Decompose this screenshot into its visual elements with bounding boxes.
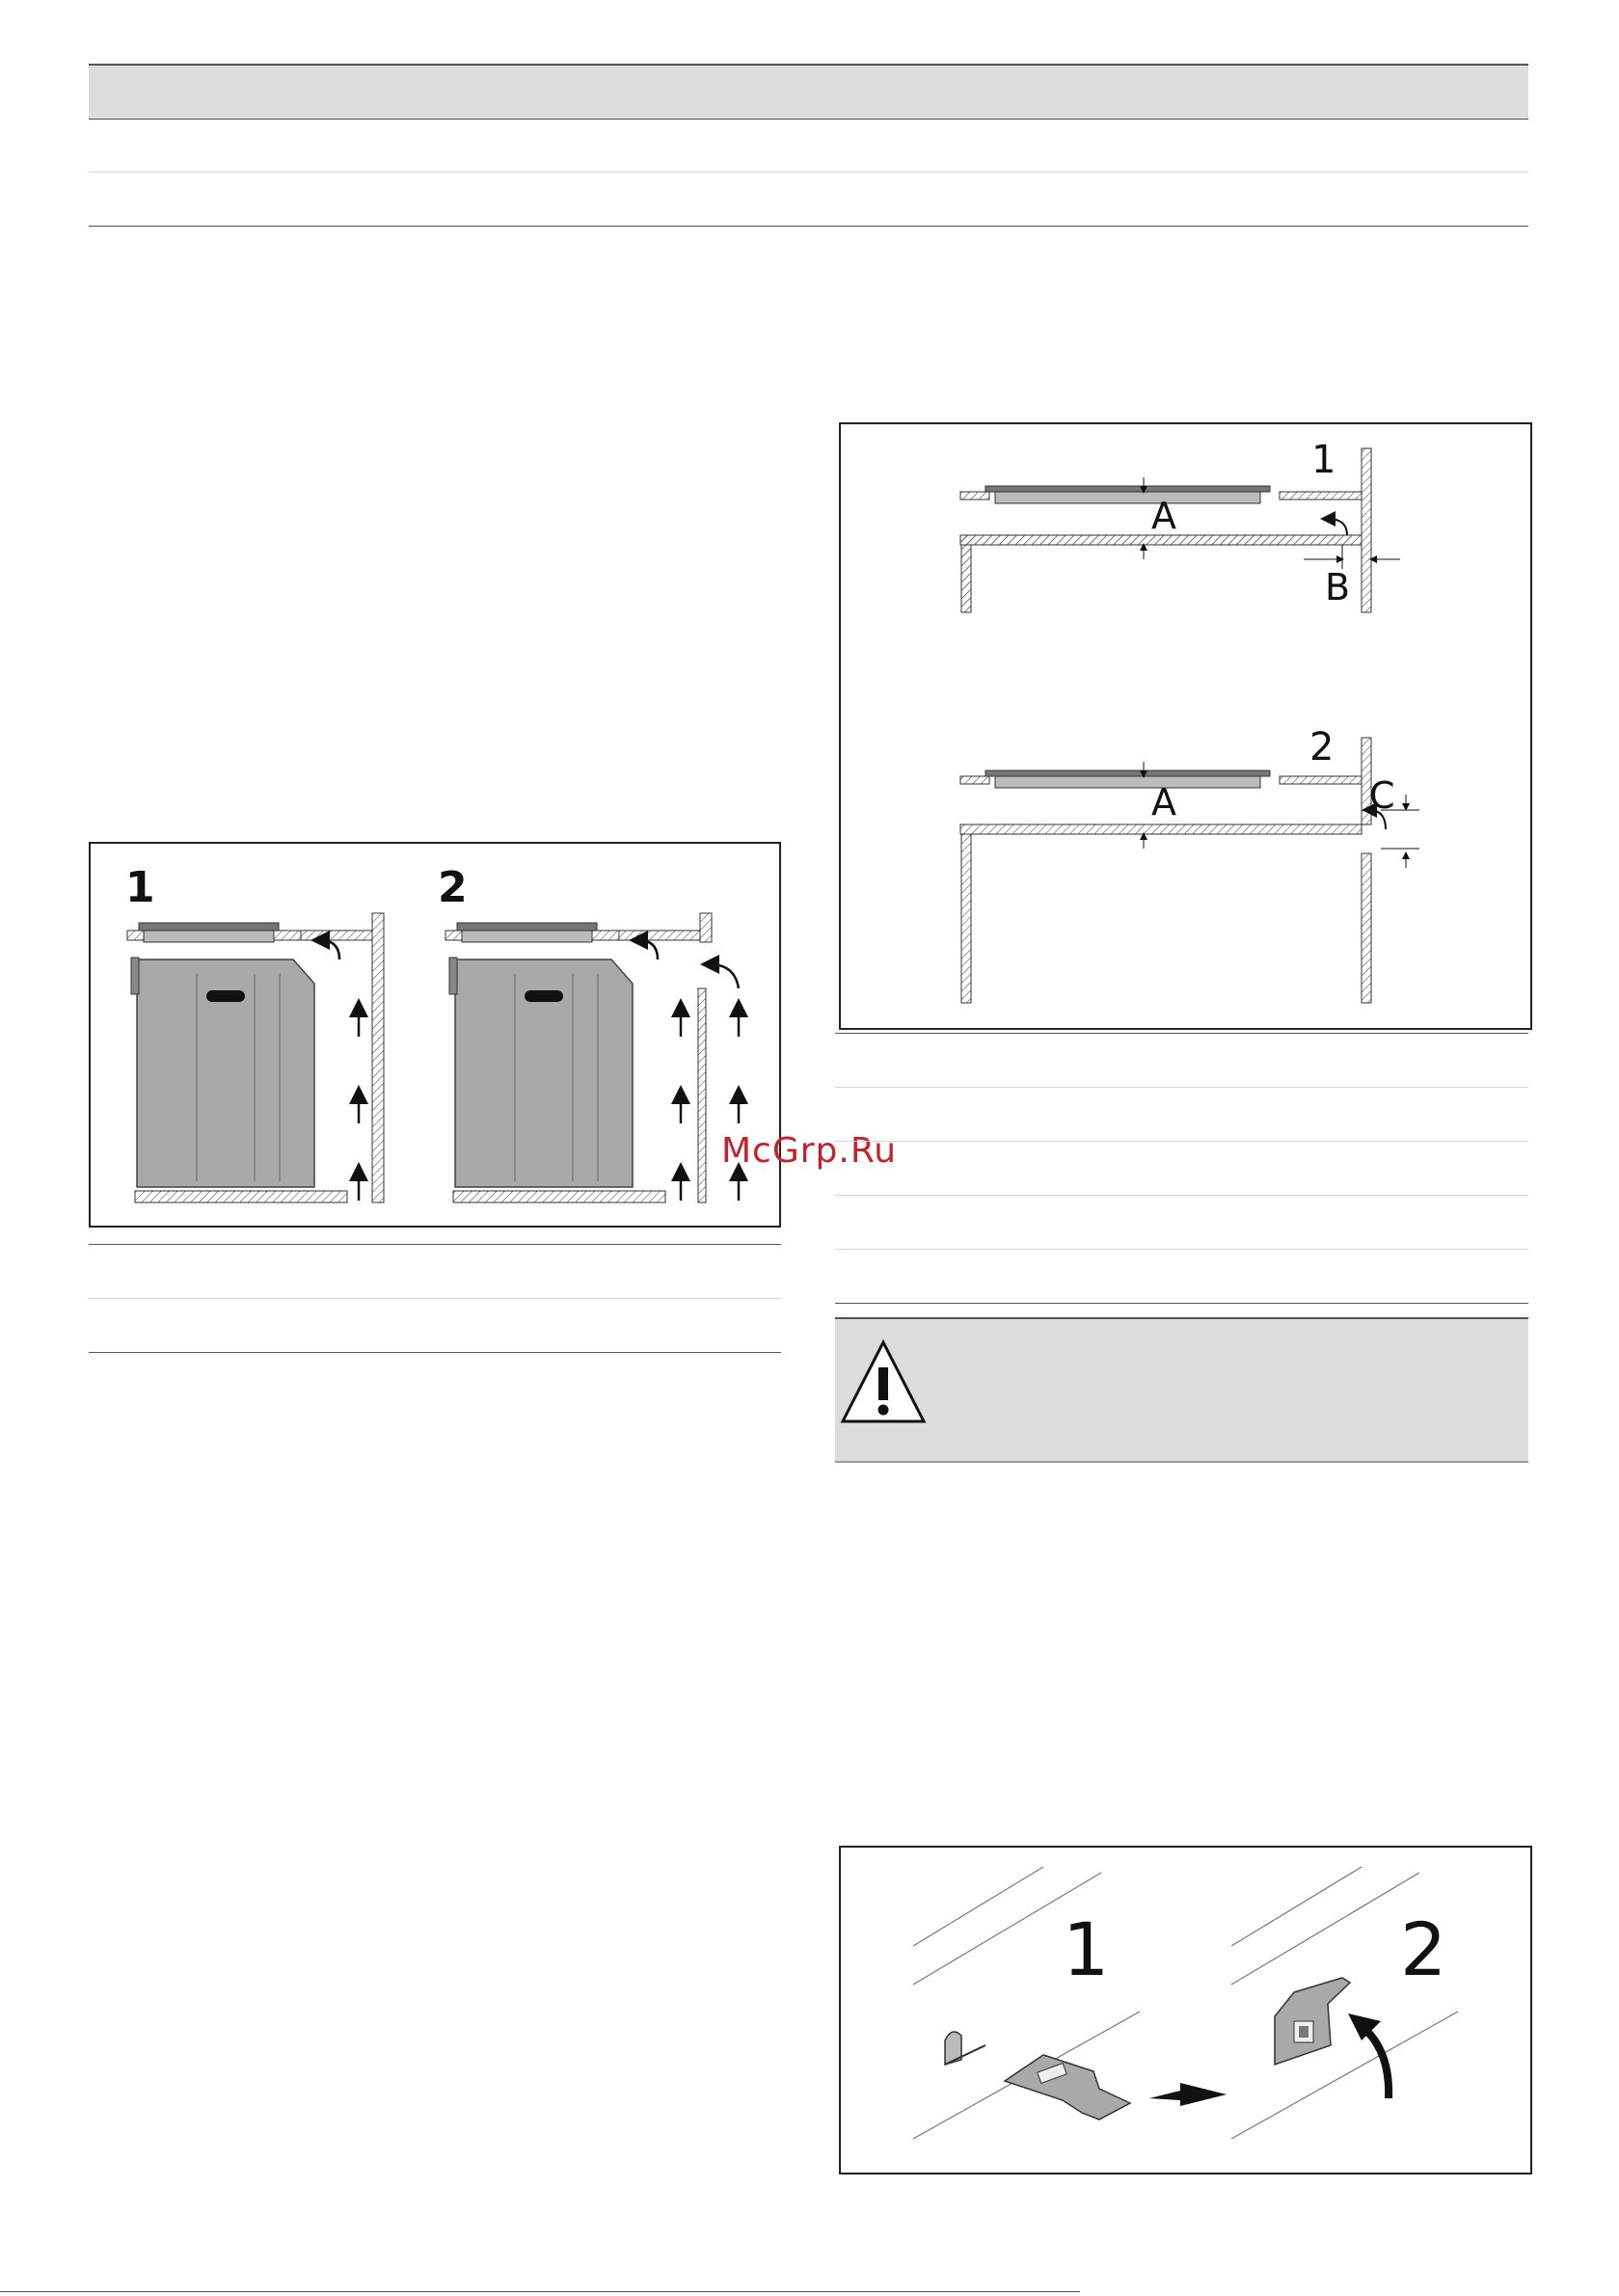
hob-clearance-diagram: [841, 424, 1530, 1028]
right-table-rule: [835, 1195, 1528, 1196]
dimension-a: A: [1151, 495, 1176, 537]
bracket-mounting-figure: [839, 1846, 1532, 2174]
rotate-arrow-icon: [1362, 2026, 1389, 2098]
bracket-2: [1275, 1978, 1350, 2065]
figure-label-2: 2: [1400, 1906, 1447, 1992]
right-table-rule: [835, 1087, 1528, 1088]
figure-label-1: 1: [125, 863, 155, 912]
header-band: [89, 64, 1528, 120]
push-arrow-icon: [1149, 2083, 1227, 2106]
left-table-rule-top: [89, 1244, 781, 1245]
dimension-b: B: [1325, 566, 1351, 608]
installation-2: [445, 913, 739, 1202]
right-table-rule: [835, 1141, 1528, 1142]
oven-ventilation-figure: [89, 842, 781, 1228]
right-table-rule: [835, 1249, 1528, 1250]
hob-clearance-figure: [839, 422, 1532, 1030]
dimension-a: A: [1151, 781, 1176, 824]
left-table-rule: [89, 1298, 781, 1299]
dimension-c: C: [1369, 774, 1395, 817]
figure-label-1: 1: [1311, 438, 1336, 482]
table-rule-bottom: [89, 226, 1528, 227]
figure-label-2: 2: [438, 863, 468, 912]
warning-box: [835, 1317, 1528, 1463]
warning-triangle-icon: [839, 1338, 928, 1427]
figure-label-2: 2: [1309, 725, 1335, 770]
bracket-1: [945, 2032, 1130, 2120]
right-table-rule-top: [835, 1033, 1528, 1034]
page-bottom-rule: [0, 2291, 1080, 2292]
oven-ventilation-diagram: [91, 844, 779, 1226]
clearance-detail-2: [960, 738, 1419, 1003]
bracket-mounting-diagram: [841, 1848, 1530, 2173]
watermark: McGrp.Ru: [721, 1131, 898, 1171]
left-table-rule-bottom: [89, 1352, 781, 1353]
right-table-rule-bottom: [835, 1303, 1528, 1304]
figure-label-1: 1: [1063, 1906, 1110, 1992]
installation-1: [127, 913, 384, 1202]
table-rule: [89, 172, 1528, 173]
